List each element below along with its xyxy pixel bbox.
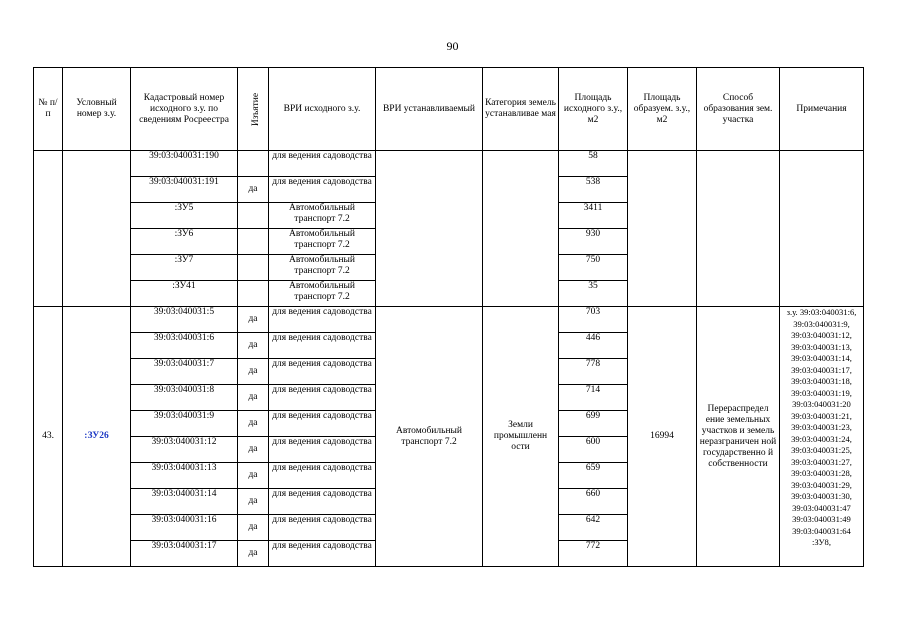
cadastral-cell: :ЗУ41	[131, 281, 238, 307]
izyatie-cell	[238, 151, 269, 177]
area-cell: 659	[559, 463, 628, 489]
num-cell-empty	[34, 151, 63, 307]
area-new-cell-empty	[628, 151, 697, 307]
cadastral-cell: 39:03:040031:17	[131, 541, 238, 567]
header-vri-source: ВРИ исходного з.у.	[269, 68, 376, 151]
izyatie-cell: да	[238, 541, 269, 567]
izyatie-cell	[238, 229, 269, 255]
area-new-cell: 16994	[628, 307, 697, 567]
izyatie-cell: да	[238, 463, 269, 489]
cadastral-cell: 39:03:040031:16	[131, 515, 238, 541]
area-cell: 772	[559, 541, 628, 567]
cadastral-cell: 39:03:040031:6	[131, 333, 238, 359]
vri-cell: Автомобильный транспорт 7.2	[269, 281, 376, 307]
area-cell: 600	[559, 437, 628, 463]
method-cell-empty	[697, 151, 780, 307]
header-num: № п/п	[34, 68, 63, 151]
area-cell: 446	[559, 333, 628, 359]
header-uslov: Условный номер з.у.	[63, 68, 131, 151]
vri-cell: для ведения садоводства	[269, 385, 376, 411]
area-cell: 58	[559, 151, 628, 177]
area-cell: 750	[559, 255, 628, 281]
izyatie-cell: да	[238, 489, 269, 515]
notes-cell-empty	[780, 151, 864, 307]
vri-cell: для ведения садоводства	[269, 489, 376, 515]
vri-cell: Автомобильный транспорт 7.2	[269, 255, 376, 281]
header-cadastral: Кадастровый номер исходного з.у. по сведениям Росреестра	[131, 68, 238, 151]
cadastral-cell: 39:03:040031:14	[131, 489, 238, 515]
izyatie-cell	[238, 281, 269, 307]
cadastral-cell: 39:03:040031:12	[131, 437, 238, 463]
header-row	[34, 68, 864, 151]
izyatie-cell: да	[238, 307, 269, 333]
header-category: Категория земель устанавливае мая	[483, 68, 559, 151]
header-vri-set: ВРИ устанавливаемый	[376, 68, 483, 151]
cadastral-cell: 39:03:040031:9	[131, 411, 238, 437]
vri-cell: Автомобильный транспорт 7.2	[269, 229, 376, 255]
land-plots-table	[33, 67, 864, 567]
vri-cell: для ведения садоводства	[269, 541, 376, 567]
area-cell: 538	[559, 177, 628, 203]
vri-cell: для ведения садоводства	[269, 151, 376, 177]
area-cell: 642	[559, 515, 628, 541]
izyatie-cell: да	[238, 515, 269, 541]
izyatie-cell: да	[238, 177, 269, 203]
cadastral-cell: :ЗУ5	[131, 203, 238, 229]
cadastral-cell: 39:03:040031:7	[131, 359, 238, 385]
vri-cell: для ведения садоводства	[269, 515, 376, 541]
cadastral-cell: 39:03:040031:5	[131, 307, 238, 333]
header-method: Способ образования зем. участка	[697, 68, 780, 151]
header-area-new: Площадь образуем. з.у., м2	[628, 68, 697, 151]
area-cell: 699	[559, 411, 628, 437]
row-number: 43.	[34, 307, 63, 567]
cadastral-cell: 39:03:040031:191	[131, 177, 238, 203]
izyatie-cell: да	[238, 411, 269, 437]
uslov-cell-empty	[63, 151, 131, 307]
header-izyatie-text: Изъятие	[251, 92, 262, 126]
izyatie-cell	[238, 203, 269, 229]
vri-cell: для ведения садоводства	[269, 177, 376, 203]
page-number: 90	[446, 39, 459, 53]
notes-cell: з.у. 39:03:040031:6, 39:03:040031:9, 39:03:040031:12, 39:03:040031:13, 39:03:040031:14, 39:03:040031:17, 39:03:040031:18, 39:03:040031:19, 39:03:040031:20 39:03:040031:21, 39:03:040031:23, 39:03:040031:24, 39:03:040031:25, 39:03:040031:27, 39:03:040031:28, 39:03:040031:29, 39:03:040031:30, 39:03:040031:47 39:03:040031:49 39:03:040031:64 :ЗУ8,	[780, 307, 864, 567]
table-row	[34, 151, 864, 177]
area-cell: 660	[559, 489, 628, 515]
vri-cell: для ведения садоводства	[269, 437, 376, 463]
cadastral-cell: :ЗУ7	[131, 255, 238, 281]
cadastral-cell: 39:03:040031:13	[131, 463, 238, 489]
cadastral-cell: :ЗУ6	[131, 229, 238, 255]
vri-cell: Автомобильный транспорт 7.2	[269, 203, 376, 229]
method-cell: Перераспредел ение земельных участков и земель неразграничен ной государственно й собственности	[697, 307, 780, 567]
area-cell: 930	[559, 229, 628, 255]
izyatie-cell	[238, 255, 269, 281]
category-cell: Земли промышленн ости	[483, 307, 559, 567]
conditional-number: :ЗУ26	[63, 307, 131, 567]
header-area-source: Площадь исходного з.у., м2	[559, 68, 628, 151]
category-cell-empty	[483, 151, 559, 307]
vri-set-cell: Автомобильный транспорт 7.2	[376, 307, 483, 567]
vri-set-cell-empty	[376, 151, 483, 307]
izyatie-cell: да	[238, 359, 269, 385]
vri-cell: для ведения садоводства	[269, 463, 376, 489]
izyatie-cell: да	[238, 385, 269, 411]
area-cell: 778	[559, 359, 628, 385]
table-row	[34, 307, 864, 333]
izyatie-cell: да	[238, 333, 269, 359]
cadastral-cell: 39:03:040031:190	[131, 151, 238, 177]
cadastral-cell: 39:03:040031:8	[131, 385, 238, 411]
area-cell: 35	[559, 281, 628, 307]
vri-cell: для ведения садоводства	[269, 333, 376, 359]
area-cell: 703	[559, 307, 628, 333]
vri-cell: для ведения садоводства	[269, 307, 376, 333]
header-izyatie	[238, 68, 269, 151]
vri-cell: для ведения садоводства	[269, 359, 376, 385]
area-cell: 714	[559, 385, 628, 411]
vri-cell: для ведения садоводства	[269, 411, 376, 437]
izyatie-cell: да	[238, 437, 269, 463]
header-notes: Примечания	[780, 68, 864, 151]
area-cell: 3411	[559, 203, 628, 229]
